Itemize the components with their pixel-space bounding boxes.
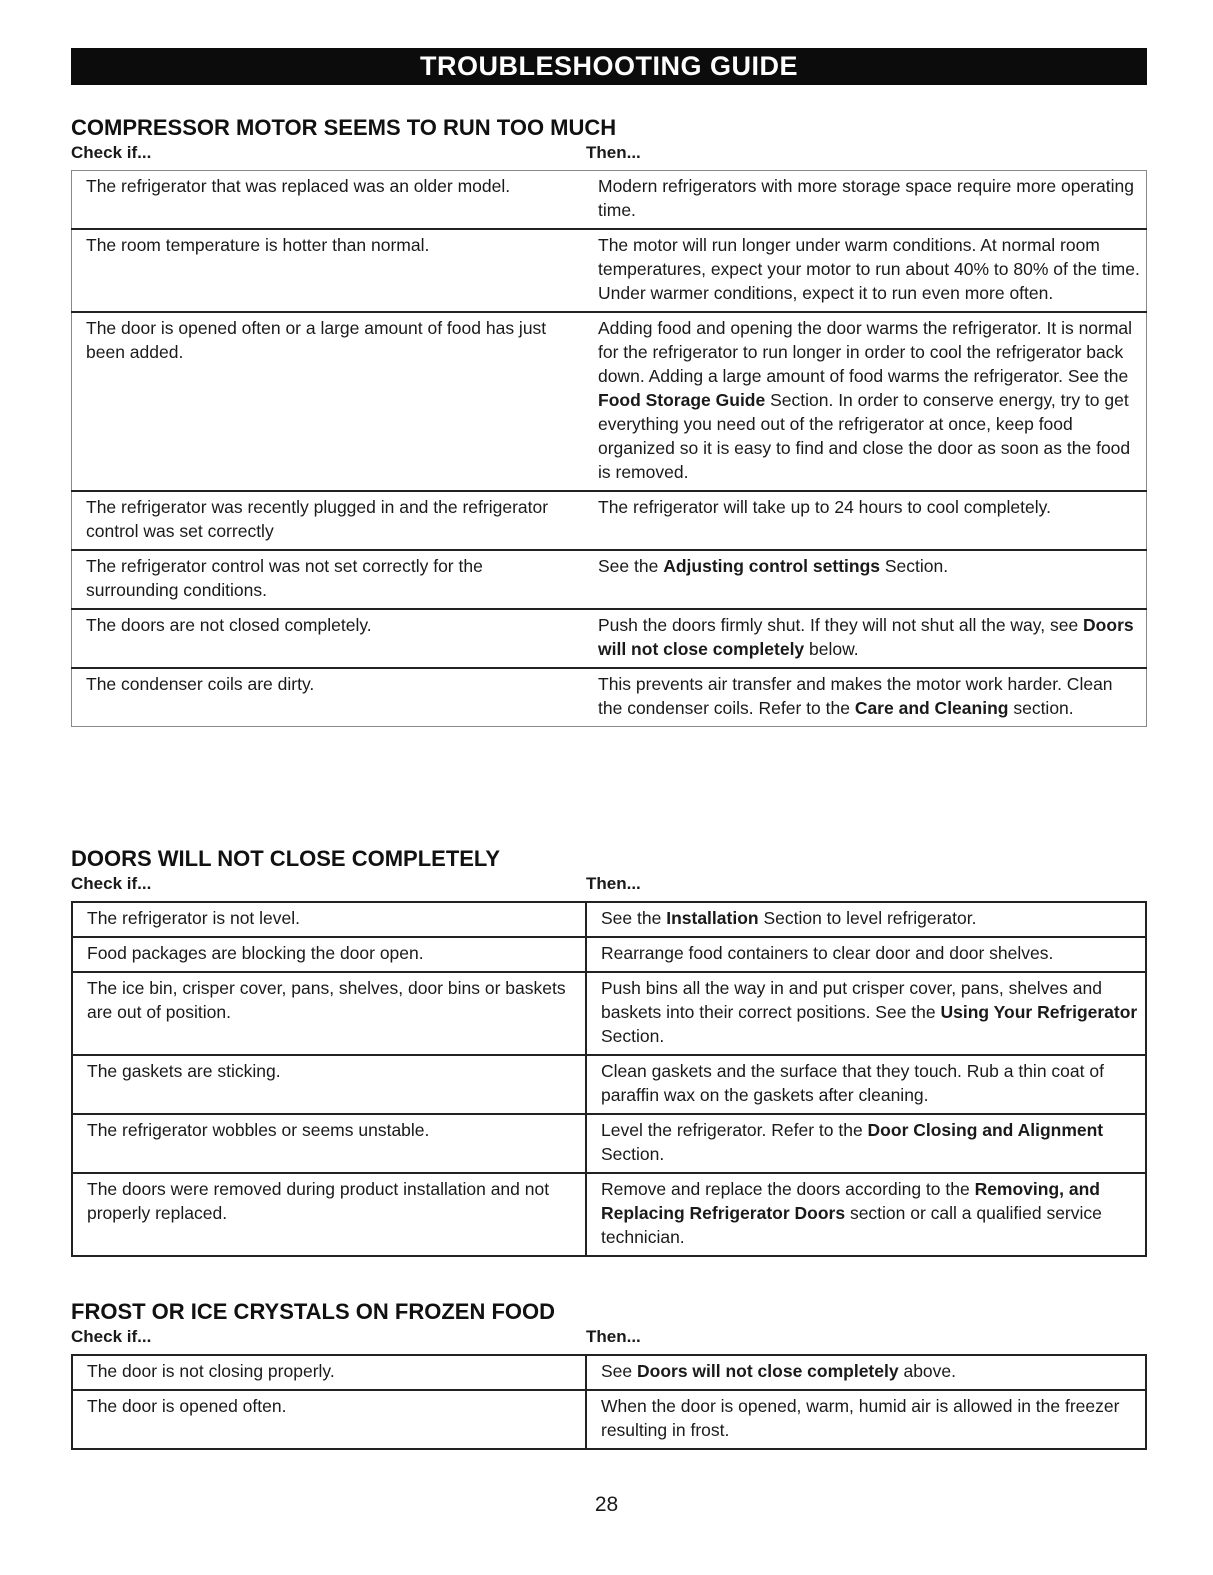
check-if-header: Check if...	[71, 1327, 152, 1346]
section-reference: Removing, and Replacing Refrigerator Doors	[601, 1179, 1100, 1223]
table-row	[72, 1355, 1146, 1390]
table-row	[72, 550, 1147, 609]
section-title: COMPRESSOR MOTOR SEEMS TO RUN TOO MUCH	[71, 115, 617, 140]
check-if-header: Check if...	[71, 143, 152, 162]
then-cell	[584, 550, 1147, 609]
check-cell: The refrigerator wobbles or seems unstable.	[72, 1114, 586, 1173]
table-row	[72, 937, 1146, 972]
check-cell: The doors were removed during product installation and not properly replaced.	[72, 1173, 586, 1256]
table-row	[72, 902, 1146, 937]
section-frost	[71, 1299, 1147, 1450]
then-cell	[586, 937, 1146, 972]
section-reference: Using Your Refrigerator	[940, 1002, 1138, 1022]
section-compressor	[71, 115, 1147, 727]
remedy-text: section.	[1008, 698, 1074, 718]
section-title: DOORS WILL NOT CLOSE COMPLETELY	[71, 846, 501, 871]
then-cell	[586, 902, 1146, 937]
check-cell: The ice bin, crisper cover, pans, shelves, door bins or baskets are out of position.	[72, 972, 586, 1055]
section-doors	[71, 846, 1147, 1257]
remedy-text: Clean gaskets and the surface that they touch. Rub a thin coat of paraffin wax on the gaskets after cleaning.	[601, 1061, 1104, 1105]
check-cell: The door is opened often or a large amount of food has just been added.	[72, 312, 585, 491]
remedy-text: above.	[898, 1361, 956, 1381]
remedy-text: Rearrange food containers to clear door and door shelves.	[601, 943, 1054, 963]
remedy-text: Section to level refrigerator.	[758, 908, 977, 928]
then-cell	[586, 1173, 1146, 1256]
column-headers	[71, 872, 1147, 896]
table-row	[72, 171, 1147, 230]
remedy-text: The refrigerator will take up to 24 hours to cool completely.	[598, 497, 1051, 517]
section-reference: Installation	[666, 908, 759, 928]
then-cell	[586, 1055, 1146, 1114]
remedy-text: section or call a qualified service technician.	[601, 1203, 1102, 1247]
remedy-text: Section.	[601, 1144, 665, 1164]
then-cell	[584, 609, 1147, 668]
page-number: 28	[594, 1493, 619, 1516]
remedy-text: Push bins all the way in and put crisper cover, pans, shelves and baskets into their correct positions. See the	[601, 978, 1102, 1022]
remedy-text: below.	[804, 639, 859, 659]
table-row	[72, 668, 1147, 727]
then-header: Then...	[586, 1327, 641, 1346]
troubleshooting-table	[71, 901, 1147, 1257]
table-row	[72, 972, 1146, 1055]
section-reference: Care and Cleaning	[854, 698, 1009, 718]
check-cell: The refrigerator was recently plugged in and the refrigerator control was set correctly	[72, 491, 585, 550]
column-headers	[71, 1325, 1147, 1349]
check-cell: The refrigerator is not level.	[72, 902, 586, 937]
check-cell: The room temperature is hotter than normal.	[72, 229, 585, 312]
check-if-header: Check if...	[71, 874, 152, 893]
then-cell	[586, 1390, 1146, 1449]
remedy-text: See	[601, 1361, 637, 1381]
check-cell: The door is opened often.	[72, 1390, 586, 1449]
remedy-text: The motor will run longer under warm conditions. At normal room temperatures, expect your motor to run about 40% to 80% of the time. Under warmer conditions, expect it to run even more often.	[598, 235, 1140, 303]
troubleshooting-table	[71, 1354, 1147, 1450]
then-header: Then...	[586, 143, 641, 162]
check-cell: The doors are not closed completely.	[72, 609, 585, 668]
remedy-text: When the door is opened, warm, humid air is allowed in the freezer resulting in frost.	[601, 1396, 1120, 1440]
remedy-text: See the	[598, 556, 664, 576]
table-row	[72, 1114, 1146, 1173]
table-row	[72, 312, 1147, 491]
check-cell: The door is not closing properly.	[72, 1355, 586, 1390]
remedy-text: This prevents air transfer and makes the motor work harder. Clean the condenser coils. Refer to the	[598, 674, 1113, 718]
then-cell	[584, 229, 1147, 312]
troubleshooting-table	[71, 170, 1147, 727]
check-cell: The refrigerator control was not set correctly for the surrounding conditions.	[72, 550, 585, 609]
remedy-text: Level the refrigerator. Refer to the	[601, 1120, 868, 1140]
page-banner: TROUBLESHOOTING GUIDE	[71, 48, 1147, 85]
table-row	[72, 491, 1147, 550]
table-row	[72, 1055, 1146, 1114]
table-row	[72, 609, 1147, 668]
then-cell	[584, 491, 1147, 550]
then-header: Then...	[586, 874, 641, 893]
check-cell: The condenser coils are dirty.	[86, 674, 315, 694]
remedy-text: Push the doors firmly shut. If they will not shut all the way, see	[598, 615, 1084, 635]
remedy-text: Section. In order to conserve energy, try to get everything you need out of the refrigerator at once, keep food organized so it is easy to find and close the door as soon as the food is removed.	[598, 390, 1131, 482]
check-cell: Food packages are blocking the door open.	[72, 937, 586, 972]
then-cell	[584, 171, 1147, 230]
table-row	[72, 229, 1147, 312]
check-cell: The refrigerator that was replaced was an older model.	[72, 171, 585, 230]
then-cell	[586, 1355, 1146, 1390]
remedy-text: Modern refrigerators with more storage space require more operating time.	[598, 176, 1134, 220]
remedy-text: See the	[601, 908, 667, 928]
section-reference: Doors will not close completely	[598, 615, 1134, 659]
then-cell	[584, 668, 1147, 727]
remedy-text: Section.	[880, 556, 949, 576]
section-title: FROST OR ICE CRYSTALS ON FROZEN FOOD	[71, 1299, 555, 1324]
table-row	[72, 1173, 1146, 1256]
section-reference: Doors will not close completely	[637, 1361, 899, 1381]
section-reference: Adjusting control settings	[663, 556, 881, 576]
remedy-text: Remove and replace the doors according to the	[601, 1179, 975, 1199]
table-row	[72, 1390, 1146, 1449]
section-reference: Food Storage Guide	[598, 390, 766, 410]
then-cell	[586, 1114, 1146, 1173]
remedy-text: Section.	[601, 1026, 665, 1046]
section-reference: Door Closing and Alignment	[867, 1120, 1104, 1140]
then-cell	[586, 972, 1146, 1055]
check-cell: The gaskets are sticking.	[72, 1055, 586, 1114]
then-cell	[584, 312, 1147, 491]
remedy-text: Adding food and opening the door warms the refrigerator. It is normal for the refrigerator to run longer in order to cool the refrigerator back down. Adding a large amount of food warms the refrigerator. See the	[598, 318, 1133, 386]
column-headers	[71, 141, 1147, 165]
